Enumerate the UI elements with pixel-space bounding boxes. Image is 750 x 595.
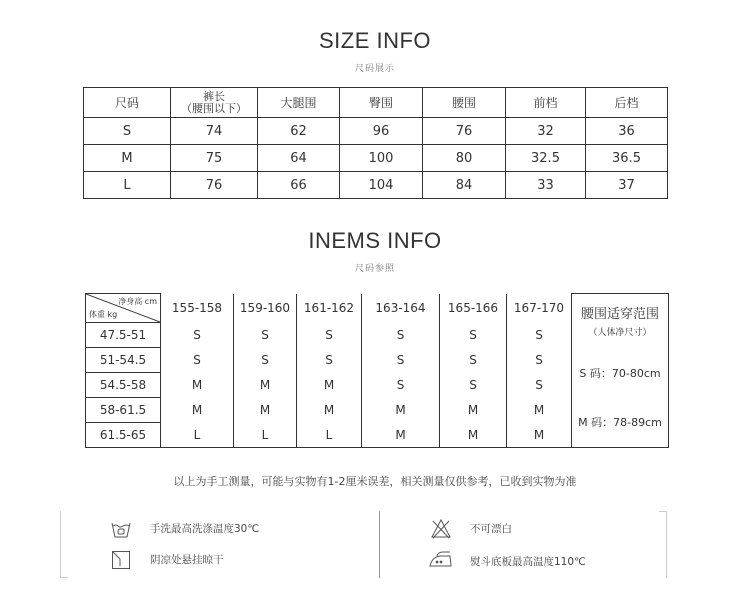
hand-wash-icon xyxy=(110,518,132,540)
height-header: 167-170 xyxy=(507,294,572,323)
table-row xyxy=(84,118,668,145)
weight-cell: 61.5-65 xyxy=(86,423,161,448)
cell: 33 xyxy=(506,172,586,199)
cell: L xyxy=(84,172,171,199)
iron-icon xyxy=(428,549,454,571)
cell: 84 xyxy=(423,172,506,199)
table-header-row xyxy=(84,88,668,118)
cell: M xyxy=(440,423,507,448)
header-length-label: 裤长 xyxy=(203,89,225,103)
cell: 66 xyxy=(258,172,340,199)
table-header-row xyxy=(86,294,669,323)
care-divider xyxy=(379,511,380,578)
inems-info-subtitle: 尺码参照 xyxy=(354,264,395,274)
cell: S xyxy=(234,323,297,348)
cell: M xyxy=(234,398,297,423)
cell: 32 xyxy=(506,118,586,145)
weight-cell: 47.5-51 xyxy=(86,323,161,348)
header-size: 尺码 xyxy=(84,88,171,118)
cell: S xyxy=(440,373,507,398)
cell: L xyxy=(297,423,362,448)
waist-range-s: S 码：70-80cm xyxy=(572,348,669,398)
cell: 36.5 xyxy=(586,145,668,172)
header-thigh: 大腿围 xyxy=(258,88,340,118)
height-header: 165-166 xyxy=(440,294,507,323)
cell: S xyxy=(161,348,234,373)
header-front-rise: 前档 xyxy=(506,88,586,118)
header-back-rise: 后档 xyxy=(586,88,668,118)
header-waist: 腰围 xyxy=(423,88,506,118)
cell: M xyxy=(84,145,171,172)
cell: M xyxy=(362,423,440,448)
cell: S xyxy=(507,373,572,398)
inems-info-title: INEMS INFO xyxy=(308,228,442,253)
measurement-note: 以上为手工测量，可能与实物有1-2厘米误差，相关测量仅供参考，已收到实物为准 xyxy=(173,475,577,488)
cell: 75 xyxy=(171,145,258,172)
height-header: 155-158 xyxy=(161,294,234,323)
cell: M xyxy=(507,398,572,423)
cell: M xyxy=(297,373,362,398)
cell: S xyxy=(84,118,171,145)
no-bleach-icon xyxy=(430,518,452,540)
cell: M xyxy=(161,398,234,423)
cell: M xyxy=(161,373,234,398)
cell: S xyxy=(507,348,572,373)
cell: S xyxy=(297,323,362,348)
corner-weight-label: 体重 kg xyxy=(89,310,118,319)
no-bleach-text: 不可漂白 xyxy=(470,523,512,535)
cell: M xyxy=(297,398,362,423)
shade-dry-icon xyxy=(110,549,132,571)
height-header: 161-162 xyxy=(297,294,362,323)
cell: S xyxy=(440,348,507,373)
cell: S xyxy=(507,323,572,348)
waist-range-title: 腰围适穿范围 xyxy=(580,307,659,323)
corner-cell xyxy=(86,294,161,323)
cell: M xyxy=(440,398,507,423)
weight-cell: 58-61.5 xyxy=(86,398,161,423)
height-header: 163-164 xyxy=(362,294,440,323)
cell: 80 xyxy=(423,145,506,172)
size-info-title: SIZE INFO xyxy=(318,28,432,53)
weight-cell: 54.5-58 xyxy=(86,373,161,398)
cell: S xyxy=(362,348,440,373)
waist-range-subtitle: （人体净尺寸） xyxy=(588,328,652,339)
cell: 64 xyxy=(258,145,340,172)
cell: S xyxy=(234,348,297,373)
table-row xyxy=(86,348,669,373)
weight-cell: 51-54.5 xyxy=(86,348,161,373)
shade-dry-text: 阴凉处悬挂晾干 xyxy=(150,554,224,566)
care-border-right-cap xyxy=(659,511,667,512)
waist-range-header xyxy=(572,294,669,348)
cell: 37 xyxy=(586,172,668,199)
cell: 74 xyxy=(171,118,258,145)
size-table xyxy=(83,87,668,199)
cell: S xyxy=(440,323,507,348)
table-row xyxy=(84,145,668,172)
header-length xyxy=(171,88,258,118)
care-border-left xyxy=(60,511,61,578)
size-info-subtitle: 尺码展示 xyxy=(354,64,395,74)
cell: 32.5 xyxy=(506,145,586,172)
cell: S xyxy=(297,348,362,373)
hand-wash-text: 手洗最高洗涤温度30℃ xyxy=(150,523,260,535)
cell: 104 xyxy=(340,172,423,199)
header-hip: 臀围 xyxy=(340,88,423,118)
table-row xyxy=(86,398,669,423)
cell: L xyxy=(234,423,297,448)
cell: 96 xyxy=(340,118,423,145)
cell: 76 xyxy=(423,118,506,145)
cell: M xyxy=(507,423,572,448)
cell: 36 xyxy=(586,118,668,145)
cell: S xyxy=(161,323,234,348)
height-header: 159-160 xyxy=(234,294,297,323)
care-border-left-foot xyxy=(60,577,68,578)
iron-text: 熨斗底板最高温度110℃ xyxy=(470,556,586,568)
cell: M xyxy=(234,373,297,398)
cell: M xyxy=(362,398,440,423)
waist-range-m: M 码：78-89cm xyxy=(572,398,669,448)
cell: S xyxy=(362,373,440,398)
care-border-right xyxy=(666,511,667,578)
cell: S xyxy=(362,323,440,348)
cell: 100 xyxy=(340,145,423,172)
cell: 76 xyxy=(171,172,258,199)
table-row xyxy=(84,172,668,199)
corner-height-label: 净身高 cm xyxy=(118,297,157,306)
cell: 62 xyxy=(258,118,340,145)
header-length-note: （腰围以下） xyxy=(181,101,247,115)
cell: L xyxy=(161,423,234,448)
reference-table xyxy=(85,293,669,448)
